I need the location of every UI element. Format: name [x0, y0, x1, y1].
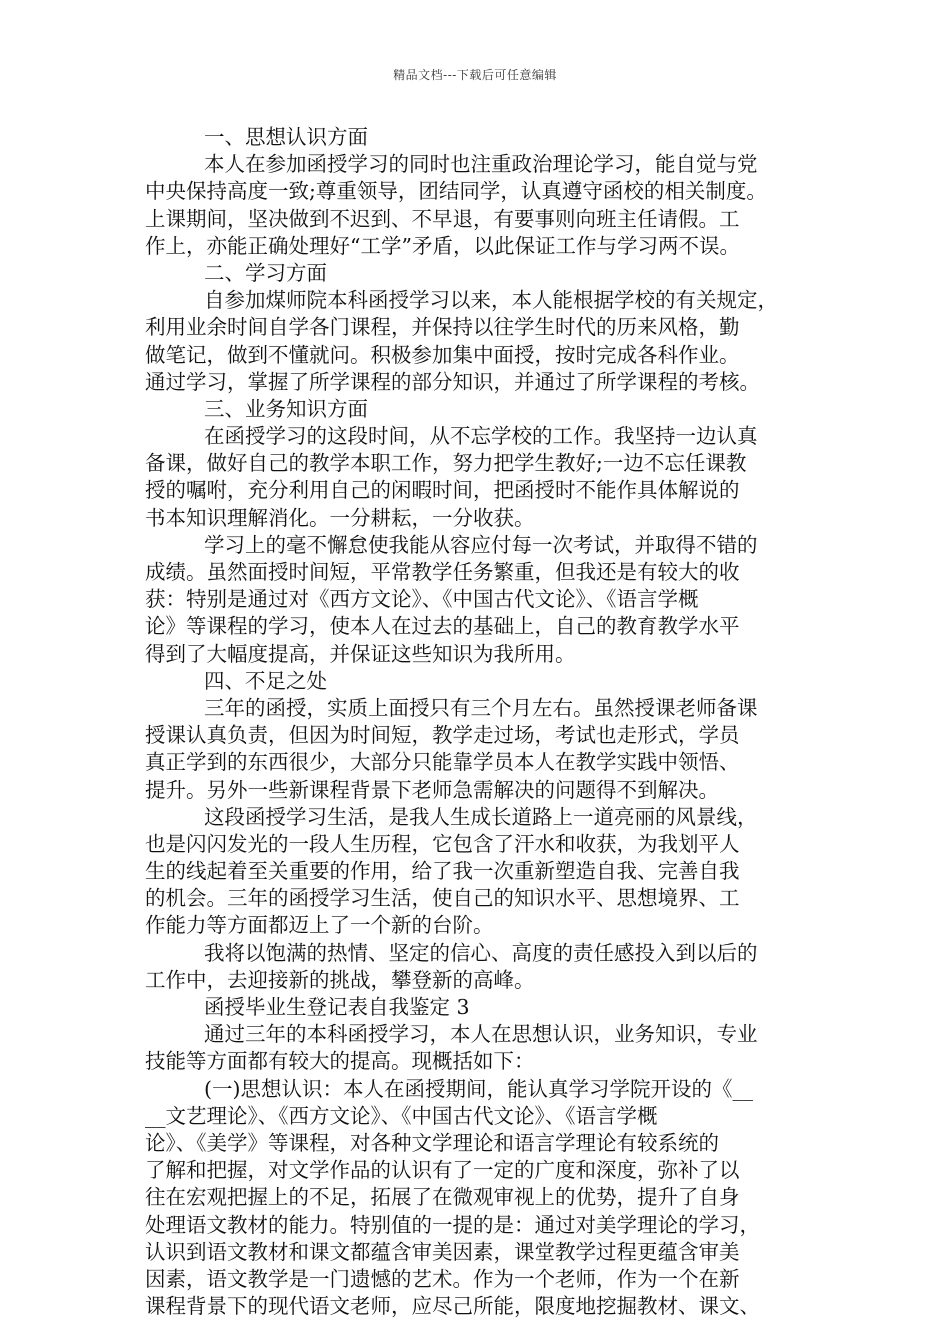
text-line: 技能等方面都有较大的提高。现概括如下： [145, 1049, 535, 1074]
text-line: 得到了大幅度提高，并保证这些知识为我所用。 [145, 641, 576, 666]
page-header: 精品文档---下载后可任意编辑 [393, 68, 557, 82]
text-line: 处理语文教材的能力。特别值的一提的是：通过对美学理论的学习， [145, 1212, 760, 1237]
text-line: 书本知识理解消化。一分耕耘，一分收获。 [145, 505, 535, 530]
text-line: 上课期间，坚决做到不迟到、不早退，有要事则向班主任请假。工 [145, 206, 740, 231]
text-line: 学习上的毫不懈怠使我能从容应付每一次考试，并取得不错的 [204, 532, 758, 557]
text-line: 利用业余时间自学各门课程，并保持以往学生时代的历来风格，勤 [145, 315, 740, 340]
text-line: 我将以饱满的热情、坚定的信心、高度的责任感投入到以后的 [204, 940, 758, 965]
text-line: 授课认真负责，但因为时间短，教学走过场，考试也走形式，学员 [145, 723, 740, 748]
document-body [145, 124, 815, 1320]
text-line: 工作中，去迎接新的挑战，攀登新的高峰。 [145, 967, 535, 992]
text-line: 真正学到的东西很少，大部分只能靠学员本人在教学实践中领悟、 [145, 750, 740, 775]
text-line: 作上，亦能正确处理好“工学”矛盾，以此保证工作与学习两不误。 [145, 233, 740, 258]
text-line: (一)思想认识：本人在函授期间，能认真学习学院开设的《__ [204, 1076, 753, 1101]
text-line: 一、思想认识方面 [204, 125, 368, 149]
text-line: 认识到语文教材和课文都蕴含审美因素，课堂教学过程更蕴含审美 [145, 1239, 740, 1264]
text-line: 生的线起着至关重要的作用，给了我一次重新塑造自我、完善自我 [145, 859, 740, 884]
text-line: 通过三年的本科函授学习，本人在思想认识，业务知识，专业 [204, 1022, 758, 1047]
text-line: 三、业务知识方面 [204, 396, 368, 421]
text-line: 论》、《美学》等课程，对各种文学理论和语言学理论有较系统的 [145, 1130, 719, 1155]
text-line: 做笔记，做到不懂就问。积极参加集中面授，按时完成各科作业。 [145, 342, 740, 367]
text-line: 因素，语文教学是一门遗憾的艺术。作为一个老师，作为一个在新 [145, 1266, 740, 1291]
text-line: 了解和把握，对文学作品的认识有了一定的广度和深度，弥补了以 [145, 1158, 740, 1183]
text-line: 中央保持高度一致;尊重领导，团结同学，认真遵守函校的相关制度。 [145, 179, 767, 204]
text-line: 获：特别是通过对《西方文论》、《中国古代文论》、《语言学概 [145, 587, 699, 612]
text-line: 四、不足之处 [204, 668, 327, 693]
text-line: 三年的函授，实质上面授只有三个月左右。虽然授课老师备课 [204, 695, 758, 720]
text-line: 论》等课程的学习，使本人在过去的基础上，自己的教育教学水平 [145, 614, 740, 639]
text-line: 备课，做好自己的教学本职工作，努力把学生教好;一边不忘任课教 [145, 451, 747, 476]
text-line: 二、学习方面 [204, 260, 327, 285]
text-line: 自参加煤师院本科函授学习以来，本人能根据学校的有关规定， [204, 288, 778, 313]
text-line: 在函授学习的这段时间，从不忘学校的工作。我坚持一边认真 [204, 424, 758, 449]
text-line: 作能力等方面都迈上了一个新的台阶。 [145, 913, 494, 938]
text-line: __文艺理论》、《西方文论》、《中国古代文论》、《语言学概 [145, 1103, 658, 1128]
text-line: 这段函授学习生活，是我人生成长道路上一道亮丽的风景线， [204, 804, 758, 829]
text-line: 函授毕业生登记表自我鉴定 3 [204, 995, 470, 1019]
text-line: 通过学习，掌握了所学课程的部分知识，并通过了所学课程的考核。 [145, 369, 760, 394]
text-line: 课程背景下的现代语文老师，应尽己所能，限度地挖掘教材、课文、 [145, 1294, 760, 1319]
text-line: 授的嘱咐，充分利用自己的闲暇时间，把函授时不能作具体解说的 [145, 478, 740, 503]
text-line: 的机会。三年的函授学习生活，使自己的知识水平、思想境界、工 [145, 886, 740, 911]
text-line: 提升。另外一些新课程背景下老师急需解决的问题得不到解决。 [145, 777, 719, 802]
text-line: 往在宏观把握上的不足，拓展了在微观审视上的优势，提升了自身 [145, 1185, 740, 1210]
text-line: 本人在参加函授学习的同时也注重政治理论学习，能自觉与党 [204, 152, 758, 177]
text-line: 也是闪闪发光的一段人生历程，它包含了汗水和收获，为我划平人 [145, 831, 740, 856]
text-line: 成绩。虽然面授时间短，平常教学任务繁重，但我还是有较大的收 [145, 560, 740, 584]
